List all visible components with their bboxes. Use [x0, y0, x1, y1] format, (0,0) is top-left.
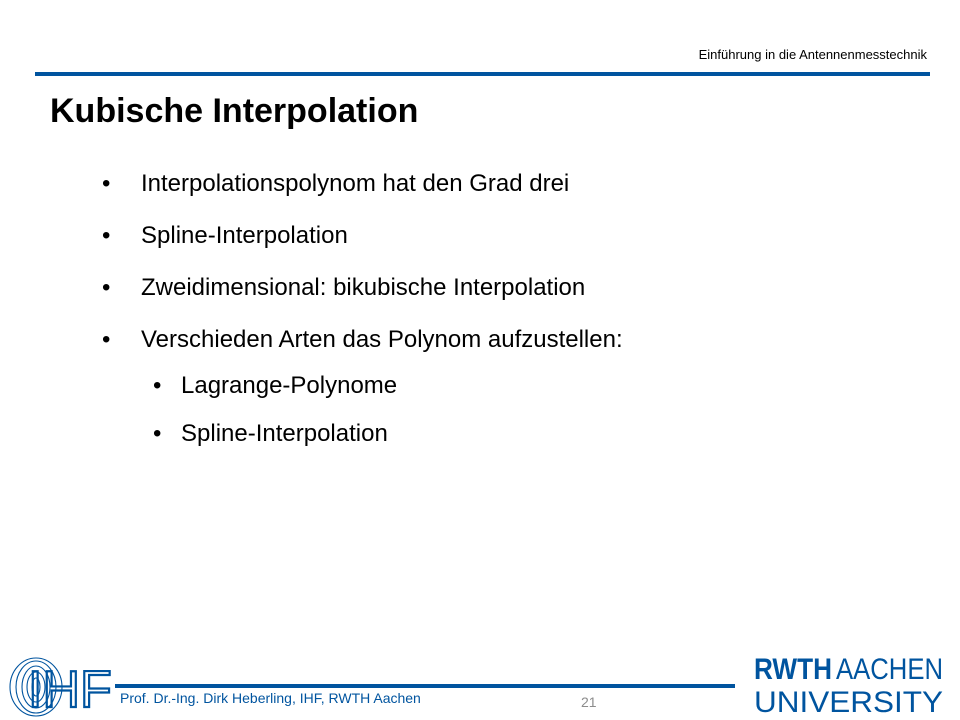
footer-rule	[115, 684, 735, 688]
rwth-aachen-university-logo	[748, 652, 948, 719]
bullet-text: Spline-Interpolation	[181, 420, 388, 447]
ihf-logo-text: IHF	[28, 661, 112, 719]
bullet-text: Spline-Interpolation	[141, 222, 348, 249]
logo-aachen-text: AACHEN	[836, 653, 943, 686]
bullet-text: Lagrange-Polynome	[181, 372, 398, 399]
bullet-icon: •	[102, 222, 111, 249]
ihf-logo	[8, 657, 116, 717]
bullet-text: Interpolationspolynom hat den Grad drei	[141, 170, 570, 197]
bullet-icon: •	[102, 170, 111, 197]
header-rule	[35, 72, 930, 76]
bullet-icon: •	[153, 420, 162, 447]
bullet-icon: •	[102, 326, 111, 353]
header-caption: Einführung in die Antennenmesstechnik	[698, 47, 927, 62]
bullet-icon: •	[153, 372, 162, 399]
logo-university-text: UNIVERSITY	[754, 686, 943, 719]
slide-title: Kubische Interpolation	[50, 92, 419, 130]
page-number: 21	[581, 694, 597, 710]
bullet-text: Verschieden Arten das Polynom aufzustellen:	[141, 326, 623, 353]
bullet-text: Zweidimensional: bikubische Interpolation	[141, 274, 586, 301]
bullet-icon: •	[102, 274, 111, 301]
footer-author: Prof. Dr.-Ing. Dirk Heberling, IHF, RWTH Aachen	[120, 690, 421, 706]
logo-rwth-text: RWTH	[754, 653, 832, 686]
